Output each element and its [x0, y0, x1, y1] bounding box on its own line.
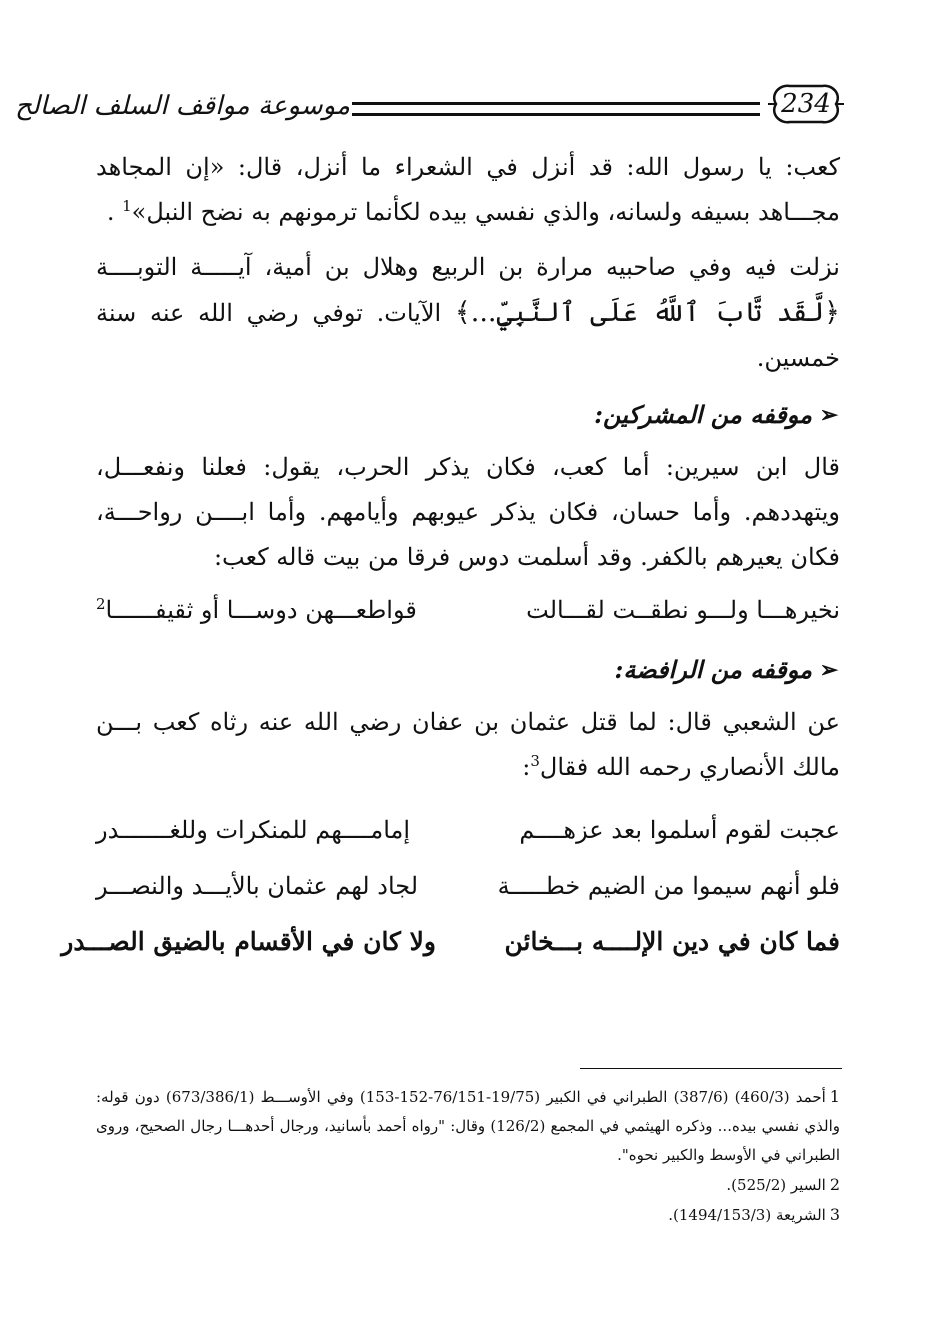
- poem-verse: [96, 804, 840, 856]
- footnote: [96, 1170, 840, 1200]
- hemistich-text: قواطعـــهن دوســـا أو ثقيفــــــا: [105, 596, 417, 624]
- footnote-number: 3: [829, 1205, 840, 1224]
- footnote-ref[interactable]: 1: [122, 197, 132, 215]
- poem-verse: [96, 860, 840, 912]
- heading-text: موقفه من الرافضة:: [614, 655, 812, 684]
- footnote-text: السير (525/2).: [726, 1176, 826, 1194]
- paragraph-text: عن الشعبي قال: لما قتل عثمان بن عفان رضي الله عنه رثاه كعب بـــن مالك الأنصاري رحمه الله فقال: [96, 708, 840, 781]
- footnotes: [96, 1082, 840, 1230]
- poem-verse: [61, 916, 840, 968]
- footnote: [96, 1200, 840, 1230]
- arrow-bullet-icon: ➢: [819, 657, 839, 683]
- header-rule: [352, 102, 760, 116]
- footnote-separator: [580, 1068, 842, 1069]
- paragraph-text: كعب: يا رسول الله: قد أنزل في الشعراء ما أنزل، قال: «إن المجاهد مجـــاهد بسيفه ولسانه، والذي نفسي بيده لكأنما ترمونهم به نضح النبل»: [96, 153, 840, 226]
- footnote-ref[interactable]: 3: [530, 752, 540, 770]
- paragraph: [96, 145, 840, 235]
- book-title: موسوعة مواقف السلف الصالح: [15, 91, 350, 121]
- hemistich-second: إمامــــهم للمنكرات وللغـــــــدر: [96, 816, 411, 844]
- hemistich-first: عجبت لقوم أسلموا بعد عزهــــم: [519, 816, 840, 844]
- hemistich-first: فلو أنهم سيموا من الضيم خطـــــة: [497, 872, 840, 900]
- punctuation: :: [522, 753, 531, 781]
- section-heading: [96, 650, 840, 690]
- hemistich-first: نخيرهـــا ولـــو نطقــت لقـــالت: [526, 596, 840, 624]
- footnote: [96, 1082, 840, 1170]
- quran-verse: ﴿لَّقَد تَّابَ ٱللَّهُ عَلَى ٱلنَّبِيِّ...﴾: [454, 297, 840, 328]
- hemistich-second: لجاد لهم عثمان بالأيـــد والنصـــر: [96, 872, 419, 900]
- page-number: 234: [781, 89, 831, 119]
- paragraph: [96, 245, 840, 381]
- hemistich-first: فما كان في دين الإلــــه بـــخائن: [504, 927, 840, 956]
- paragraph-text: قال ابن سيرين: أما كعب، فكان يذكر الحرب، يقول: فعلنا ونفعـــل، ويتهددهم. وأما حسان، فكان يذكر عيوبهم وأيامهم. وأما ابــــن رواحـــة، فكان يعيرهم بالكفر. وقد أسلمت دوس فرقا من بيت قاله كعب:: [96, 453, 840, 571]
- main-text: [61, 145, 840, 972]
- paragraph-text: الآيات. توفي رضي الله عنه سنة خمسين.: [96, 299, 840, 372]
- footnote-number: 1: [829, 1087, 840, 1106]
- section-heading: [96, 395, 840, 435]
- arrow-bullet-icon: ➢: [819, 402, 839, 428]
- punctuation: .: [106, 198, 115, 226]
- paragraph: [96, 700, 840, 790]
- page-number-badge: [766, 78, 846, 130]
- footnote-ref[interactable]: 2: [96, 595, 106, 613]
- paragraph-text: نزلت فيه وفي صاحبيه مرارة بن الربيع وهلال بن أمية، آيـــــة التوبــــة: [96, 253, 840, 281]
- footnote-text: أحمد (460/3) (387/6) الطبراني في الكبير (19/75-76/151-152-153) وفي الأوســـط (673/386/1) دون قوله: والذي نفسي بيده... وذكره الهيثمي في المجمع (126/2) وقال: "رواه أحمد بأسانيد، ورجال أحدهـــا رجال الصحيح، وروى الطبراني في الأوسط والكبير نحوه".: [96, 1088, 840, 1164]
- footnote-number: 2: [829, 1175, 840, 1194]
- footnote-text: الشريعة (1494/153/3).: [668, 1206, 826, 1224]
- poem-verse: [96, 584, 840, 636]
- hemistich-second: [96, 584, 436, 636]
- paragraph: [96, 445, 840, 580]
- hemistich-second: ولا كان في الأقسام بالضيق الصـــدر: [61, 927, 436, 956]
- heading-text: موقفه من المشركين:: [594, 400, 812, 429]
- page-header: [15, 78, 850, 138]
